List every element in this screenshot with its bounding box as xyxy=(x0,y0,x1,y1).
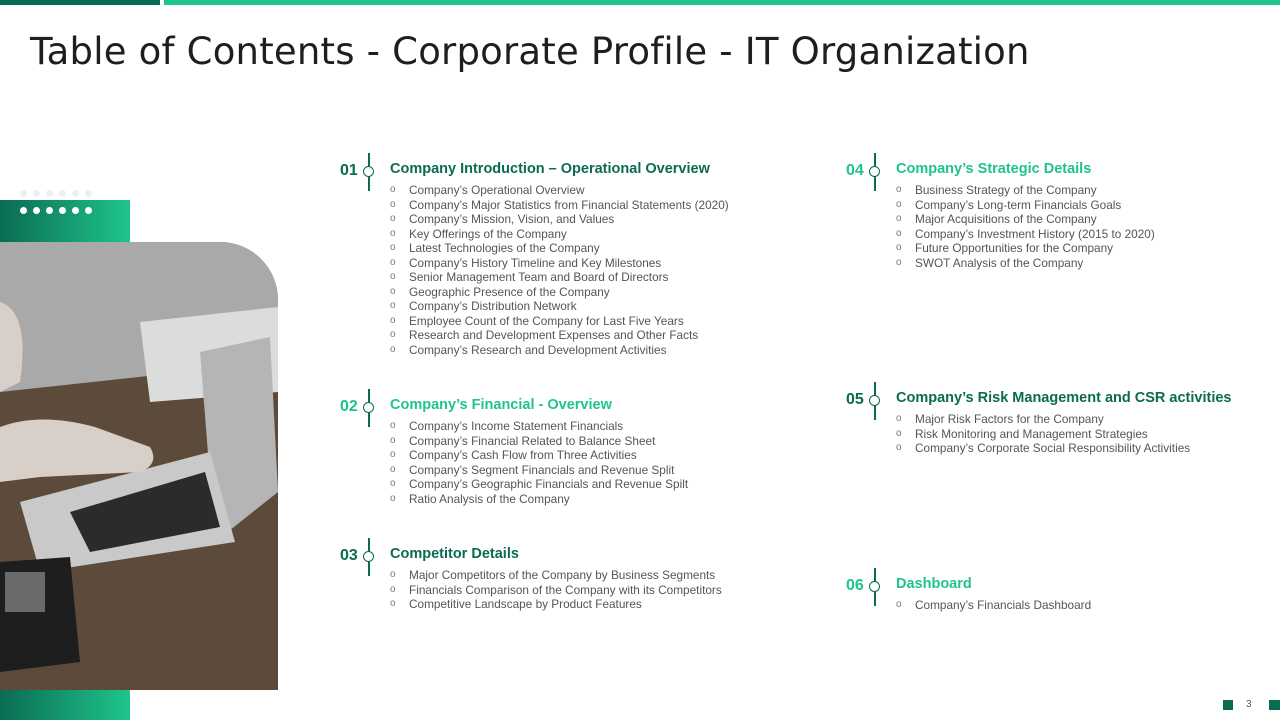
decorative-dots-white xyxy=(20,207,92,214)
list-item: o Company’s Research and Development Activities xyxy=(390,343,729,358)
timeline-marker-icon xyxy=(869,568,881,606)
section-item-list xyxy=(390,419,688,506)
list-item: o Ratio Analysis of the Company xyxy=(390,492,688,507)
section-heading: Dashboard xyxy=(896,576,972,592)
list-item: o Key Offerings of the Company xyxy=(390,227,729,242)
list-item: o Geographic Presence of the Company xyxy=(390,285,729,300)
list-item: o Employee Count of the Company for Last Five Years xyxy=(390,314,729,329)
top-accent-bar-light xyxy=(164,0,1280,5)
list-item: o Company’s Distribution Network xyxy=(390,299,729,314)
list-item: o Company’s History Timeline and Key Milestones xyxy=(390,256,729,271)
list-item: o Financials Comparison of the Company with its Competitors xyxy=(390,583,722,598)
list-item: o Company’s Corporate Social Responsibility Activities xyxy=(896,441,1190,456)
list-item: o Company’s Financial Related to Balance Sheet xyxy=(390,434,688,449)
list-item: o Company’s Operational Overview xyxy=(390,183,729,198)
list-item: o Company’s Financials Dashboard xyxy=(896,598,1091,613)
section-number: 01 xyxy=(340,162,358,179)
list-item: o Company’s Segment Financials and Revenue Split xyxy=(390,463,688,478)
page-title: Table of Contents - Corporate Profile - IT Organization xyxy=(30,30,1030,73)
list-item: o Risk Monitoring and Management Strategies xyxy=(896,427,1190,442)
list-item: o Business Strategy of the Company xyxy=(896,183,1155,198)
list-item: o Company’s Mission, Vision, and Values xyxy=(390,212,729,227)
section-heading: Company’s Strategic Details xyxy=(896,161,1092,177)
footer-square-left xyxy=(1223,700,1233,710)
section-number: 05 xyxy=(846,391,864,408)
section-item-list xyxy=(896,598,1091,613)
section-item-list xyxy=(896,412,1190,456)
list-item: o Research and Development Expenses and Other Facts xyxy=(390,328,729,343)
timeline-marker-icon xyxy=(363,538,375,576)
page-number: 3 xyxy=(1246,699,1252,710)
list-item: o SWOT Analysis of the Company xyxy=(896,256,1155,271)
timeline-marker-icon xyxy=(869,382,881,420)
list-item: o Company’s Long-term Financials Goals xyxy=(896,198,1155,213)
section-heading: Company Introduction – Operational Overview xyxy=(390,161,710,177)
list-item: o Company’s Income Statement Financials xyxy=(390,419,688,434)
bottom-accent-bar xyxy=(0,690,130,720)
timeline-marker-icon xyxy=(869,153,881,191)
section-item-list xyxy=(390,183,729,357)
list-item: o Company’s Cash Flow from Three Activities xyxy=(390,448,688,463)
list-item: o Competitive Landscape by Product Features xyxy=(390,597,722,612)
top-accent-bar-dark xyxy=(0,0,160,5)
list-item: o Senior Management Team and Board of Directors xyxy=(390,270,729,285)
section-item-list xyxy=(896,183,1155,270)
footer-square-right xyxy=(1269,700,1280,710)
decorative-dots-faint xyxy=(20,190,92,197)
list-item: o Major Risk Factors for the Company xyxy=(896,412,1190,427)
list-item: o Latest Technologies of the Company xyxy=(390,241,729,256)
section-item-list xyxy=(390,568,722,612)
section-heading: Company’s Risk Management and CSR activities xyxy=(896,390,1232,406)
list-item: o Major Acquisitions of the Company xyxy=(896,212,1155,227)
laptop-photo xyxy=(0,242,278,690)
timeline-marker-icon xyxy=(363,389,375,427)
list-item: o Company’s Major Statistics from Financial Statements (2020) xyxy=(390,198,729,213)
list-item: o Future Opportunities for the Company xyxy=(896,241,1155,256)
laptop-photo-illustration xyxy=(0,242,278,690)
section-number: 06 xyxy=(846,577,864,594)
list-item: o Major Competitors of the Company by Business Segments xyxy=(390,568,722,583)
section-number: 03 xyxy=(340,547,358,564)
section-number: 02 xyxy=(340,398,358,415)
section-heading: Competitor Details xyxy=(390,546,519,562)
section-heading: Company’s Financial - Overview xyxy=(390,397,612,413)
list-item: o Company’s Investment History (2015 to 2020) xyxy=(896,227,1155,242)
section-number: 04 xyxy=(846,162,864,179)
timeline-marker-icon xyxy=(363,153,375,191)
list-item: o Company’s Geographic Financials and Revenue Spilt xyxy=(390,477,688,492)
